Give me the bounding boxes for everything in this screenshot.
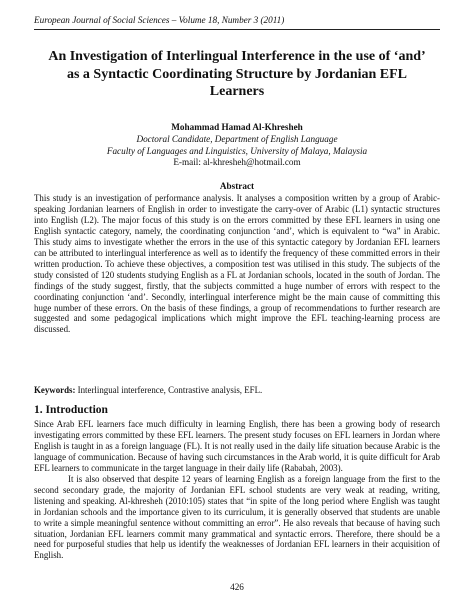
introduction-body: [34, 419, 440, 561]
keywords: [34, 385, 440, 395]
header-rule: [34, 29, 440, 30]
paper-title: An Investigation of Interlingual Interference in the use of ‘and’ as a Syntactic Coordinating Structure by Jordanian EFL Learners: [48, 49, 426, 99]
author-email: E-mail: al-khresheh@hotmail.com: [173, 156, 301, 167]
keywords-text: Interlingual interference, Contrastive analysis, EFL.: [77, 385, 263, 395]
keywords-label: Keywords:: [34, 385, 76, 395]
page-number: 426: [230, 582, 244, 592]
introduction-paragraph: Since Arab EFL learners face much difficulty in learning English, there has been a growing body of research investigating errors committed by these EFL learners. The present study focuses on EFL learners in Jordan where English is taught in as a foreign language (FL). It is not really used in the daily life situation because Arabic is the language of communication. Because of having such circumstances in the Arab world, it is quite difficult for Arab EFL learners to communicate in the target language in their daily life (Rababah, 2003).: [34, 419, 440, 473]
author-faculty: Faculty of Languages and Linguistics, University of Malaya, Malaysia: [106, 145, 368, 156]
author-block: [34, 122, 440, 168]
abstract-heading: Abstract: [219, 181, 255, 191]
introduction-paragraph: It is also observed that despite 12 years of learning English as a foreign language from the first to the second secondary grade, the majority of Jordanian EFL school students are very weak at reading, writing, listening and speaking. Al-khresheh (2010:105) states that “in spite of the long period where English was taught in Jordanian schools and the importance given to its curriculum, it is generally observed that students are unable to write a simple meaningful sentence without committing an error”. He also reveals that because of having such situation, Jordanian EFL learners commit many grammatical and syntactic errors. Therefore, there should be a need for purposeful studies that help us identify the weaknesses of Jordanian EFL learners in their acquisition of English.: [34, 473, 440, 561]
author-name: Mohammad Hamad Al-Khresheh: [171, 122, 303, 132]
section-heading-introduction: 1. Introduction: [34, 404, 108, 416]
author-role: Doctoral Candidate, Department of English Language: [136, 134, 338, 145]
running-head: European Journal of Social Sciences – Volume 18, Number 3 (2011): [34, 15, 285, 25]
abstract-text: This study is an investigation of performance analysis. It analyses a composition written by a group of Arabic-speaking Jordanian learners of English in order to investigate the carry-over of Arabic (L1) syntactic structures into English (L2). The major focus of this study is on the errors committed by these EFL learners in using one English syntactic category, namely, the coordinating conjunction ‘and’, which is equivalent to “wa” in Arabic. This study aims to investigate whether the errors in the use of this syntactic category by Jordanian EFL learners can be attributed to interlingual interference as well as to identify the frequency of these committed errors in their written production. To achieve these objectives, a composition test was utilised in this study. The subjects of the study consisted of 120 students studying English as a FL at Jordanian schools, located in the south of Jordan. The findings of the study suggest, firstly, that the subjects committed a huge number of errors with respect to the coordinating conjunction ‘and’. Secondly, interlingual interference might be the main cause of committing this huge number of these errors. On the basis of these findings, a group of recommendations to further research are suggested and some pedagogical implications which might improve the EFL teaching-learning process are discussed.: [34, 193, 440, 335]
